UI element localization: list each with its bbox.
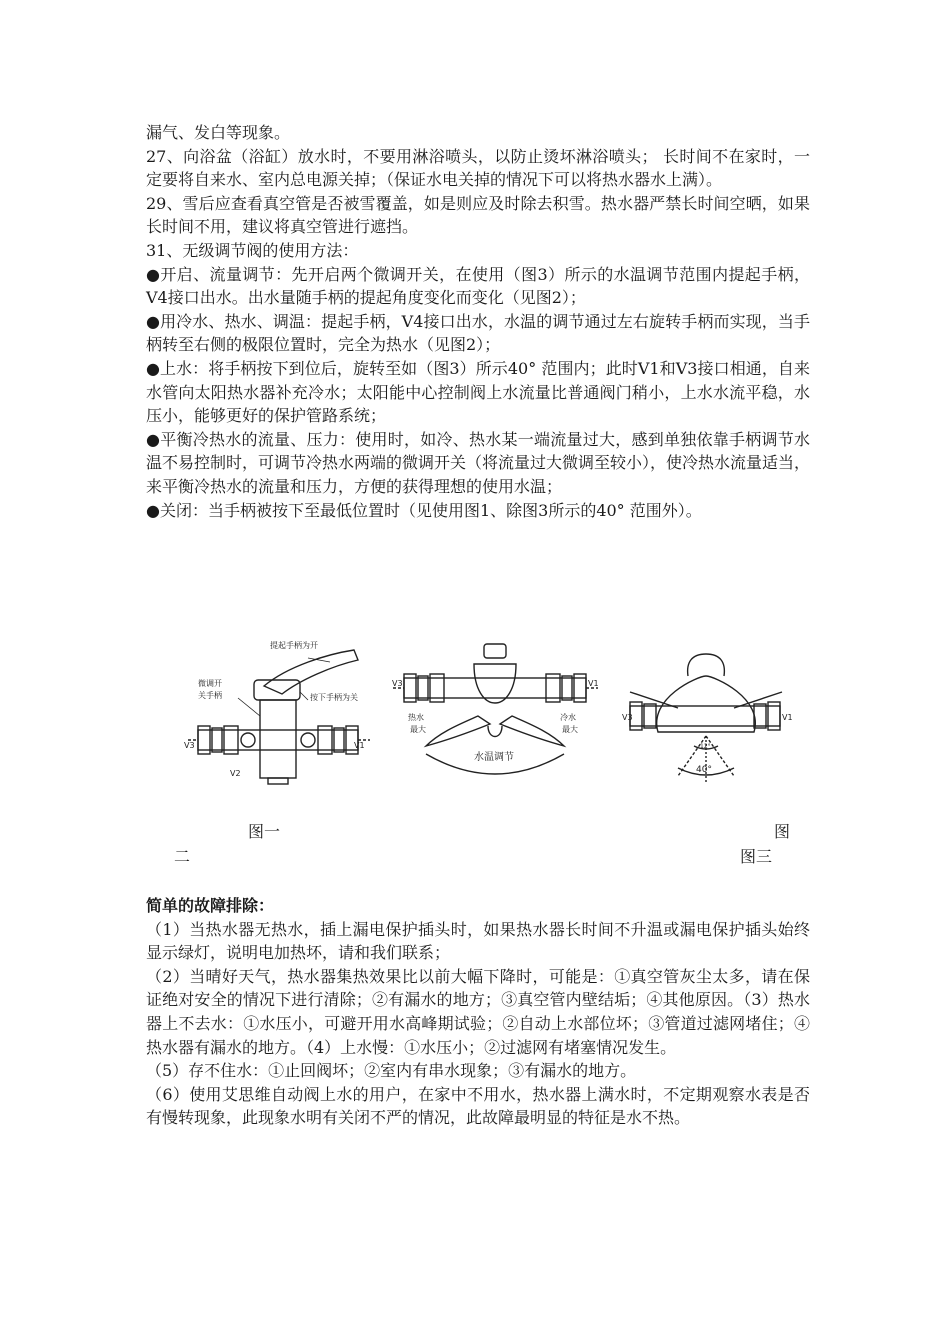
fig2-label-hot-line1: 热水: [408, 713, 424, 722]
paragraph-item-27: 27、向浴盆（浴缸）放水时，不要用淋浴喷头，以防止烫坏淋浴喷头； 长时间不在家时，一定要将自来水、室内总电源关掉；（保证水电关掉的情况下可以将热水器水上满）。: [146, 146, 810, 190]
caption-figure-2-part2: 二: [174, 847, 191, 866]
valve-figures-svg: [178, 636, 798, 786]
caption-figure-3: 图三: [740, 847, 773, 866]
bullet-open-flow: ●开启、流量调节：先开启两个微调开关，在使用（图3）所示的水温调节范围内提起手柄，V4接口出水。出水量随手柄的提起角度变化而变化（见图2）；: [146, 264, 810, 308]
fig1-label-v3: V3: [184, 741, 195, 750]
fig1-label-v2: V2: [230, 769, 241, 778]
fig2-label-temp-adjust: 水温调节: [474, 752, 514, 763]
fig2-label-v3: V3: [392, 679, 403, 688]
bullet-temperature: ●用冷水、热水、调温：提起手柄，V4接口出水，水温的调节通过左右旋转手柄而实现，当手柄转至右侧的极限位置时，完全为热水（见图2）；: [146, 311, 810, 355]
troubleshooting-section: [146, 894, 810, 1130]
fig3-label-v3: V3: [622, 713, 633, 722]
caption-figure-2-part1: 图: [774, 822, 791, 841]
troubleshooting-item-2-4: （2）当晴好天气，热水器集热效果比以前大幅下降时，可能是：①真空管灰尘太多，请在保证绝对安全的情况下进行清除；②有漏水的地方；③真空管内壁结垢；④其他原因。（3）热水器上不去水：①水压小，可避开用水高峰期试验；②自动上水部位坏；③管道过滤网堵住；④热水器有漏水的地方。（4）上水慢：①水压小；②过滤网有堵塞情况发生。: [146, 966, 810, 1057]
fig2-label-hot-line2: 最大: [410, 725, 426, 734]
fig3-label-small-angle: 12°: [700, 743, 711, 750]
fig1-label-lift-open: 提起手柄为开: [270, 641, 318, 650]
fig3-label-angle: 40°: [696, 765, 712, 775]
instructions-section: [146, 121, 810, 522]
fig1-label-v1: V1: [354, 741, 365, 750]
fig1-label-press-close: 按下手柄为关: [310, 693, 358, 702]
paragraph-item-29: 29、雪后应查看真空管是否被雪覆盖，如是则应及时除去积雪。热水器严禁长时间空晒，如果长时间不用，建议将真空管进行遮挡。: [146, 193, 810, 237]
paragraph-item-31: 31、无级调节阀的使用方法：: [146, 240, 359, 260]
fig2-label-cold-line1: 冷水: [560, 713, 576, 722]
fig2-label-cold-line2: 最大: [562, 725, 578, 734]
troubleshooting-title: 简单的故障排除：: [146, 896, 275, 915]
fig2-label-v1: V1: [588, 679, 599, 688]
bullet-fill-water: ●上水：将手柄按下到位后，旋转至如（图3）所示40° 范围内；此时V1和V3接口相通，自来水管向太阳热水器补充冷水；太阳能中心控制阀上水流量比普通阀门稍小，上水水流平稳，水压小，能够更好的保护管路系统；: [146, 358, 810, 426]
troubleshooting-item-5: （5）存不住水：①止回阀坏；②室内有串水现象；③有漏水的地方。: [146, 1061, 637, 1081]
troubleshooting-item-6: （6）使用艾思维自动阀上水的用户，在家中不用水，热水器上满水时，不定期观察水表是否有慢转现象，此现象水明有关闭不严的情况，此故障最明显的特征是水不热。: [146, 1084, 810, 1128]
troubleshooting-item-1: （1）当热水器无热水，插上漏电保护插头时，如果热水器长时间不升温或漏电保护插头始终显示绿灯，说明电加热坏，请和我们联系；: [146, 919, 810, 963]
bullet-close: ●关闭：当手柄被按下至最低位置时（见使用图1、除图3所示的40° 范围外）。: [146, 500, 702, 520]
caption-figure-1: 图一: [248, 822, 281, 841]
fig1-label-fine-line2: 关手柄: [198, 691, 222, 700]
fig3-label-v1: V1: [782, 713, 793, 722]
figure-1-valve-drawing: [188, 650, 370, 784]
fig1-label-fine-line1: 微调开: [198, 679, 222, 688]
valve-figures: [178, 636, 798, 786]
paragraph-continuation: 漏气、发白等现象。: [146, 123, 291, 142]
bullet-balance: ●平衡冷热水的流量、压力：使用时，如冷、热水某一端流量过大，感到单独依靠手柄调节水温不易控制时，可调节冷热水两端的微调开关（将流量过大微调至较小），使冷热水流量适当，来平衡冷热水的流量和压力，方便的获得理想的使用水温；: [146, 429, 811, 496]
